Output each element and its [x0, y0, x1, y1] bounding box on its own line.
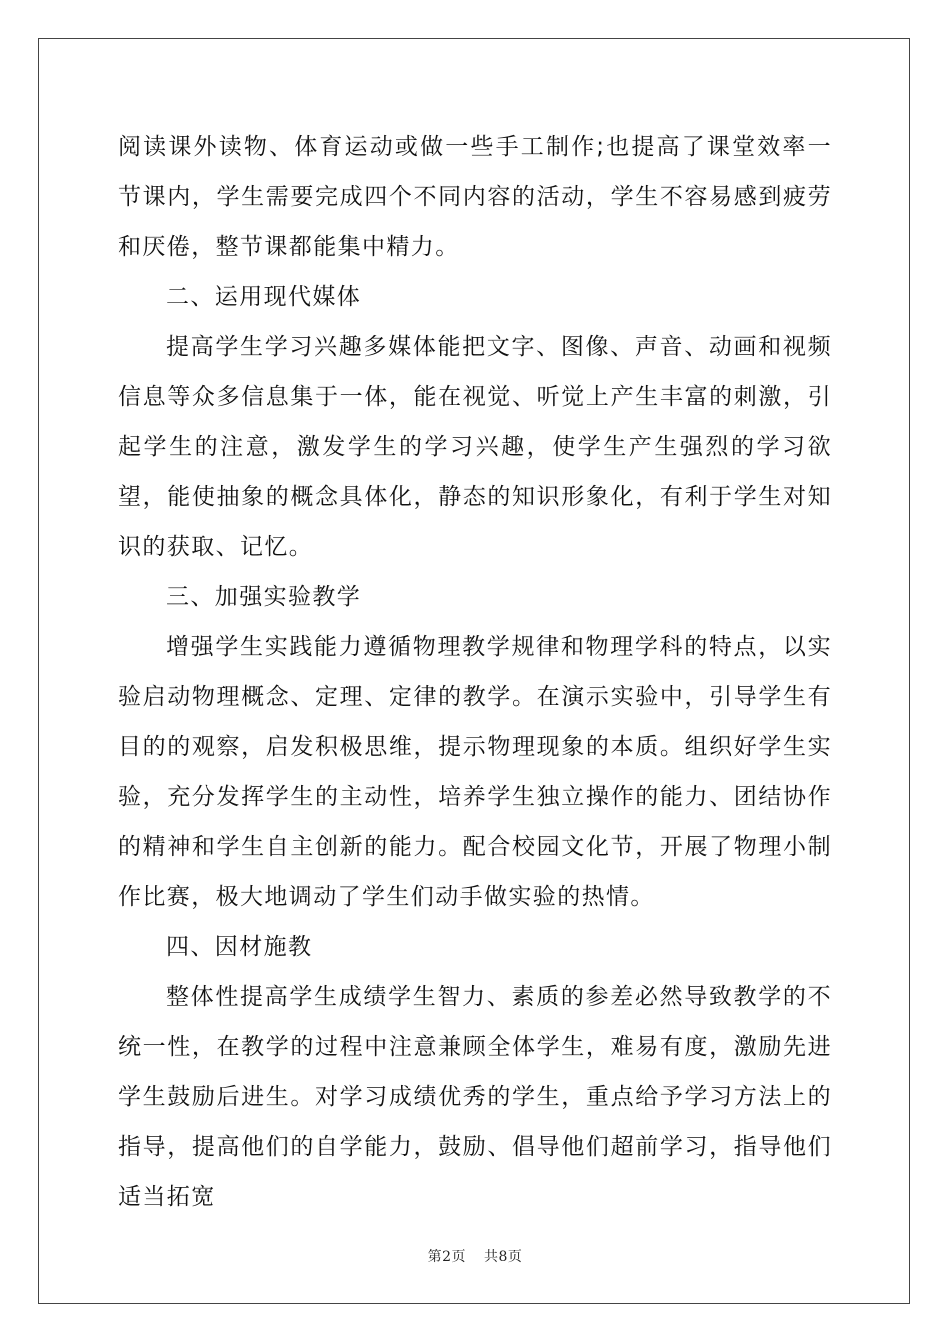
section-heading-2: 二、运用现代媒体 — [166, 284, 362, 310]
paragraph-experiments: 增强学生实践能力遵循物理教学规律和物理学科的特点，以实验启动物理概念、定理、定律的教学。在演示实验中，引导学生有目的的观察，启发积极思维，提示物理现象的本质。组织好学生实验，充分发挥学生的主动性，培养学生独立操作的能力、团结协作的精神和学生自主创新的能力。配合校园文化节，开展了物理小制作比赛，极大地调动了学生们动手做实验的热情。 — [118, 634, 832, 910]
section-heading-4: 四、因材施教 — [166, 934, 313, 960]
paragraph-individualized-teaching: 整体性提高学生成绩学生智力、素质的参差必然导致教学的不统一性，在教学的过程中注意兼顾全体学生，难易有度，激励先进学生鼓励后进生。对学习成绩优秀的学生，重点给予学习方法上的指导，提高他们的自学能力，鼓励、倡导他们超前学习，指导他们适当拓宽 — [118, 984, 832, 1210]
document-body — [118, 122, 832, 1222]
page-number: 第2页 — [427, 1249, 466, 1265]
page-total: 共8页 — [484, 1249, 523, 1265]
paragraph-continuation: 阅读课外读物、体育运动或做一些手工制作;也提高了课堂效率一节课内，学生需要完成四个不同内容的活动，学生不容易感到疲劳和厌倦，整节课都能集中精力。 — [118, 134, 832, 260]
section-heading-3: 三、加强实验教学 — [166, 584, 362, 610]
paragraph-multimedia: 提高学生学习兴趣多媒体能把文字、图像、声音、动画和视频信息等众多信息集于一体，能在视觉、听觉上产生丰富的刺激，引起学生的注意，激发学生的学习兴趣，使学生产生强烈的学习欲望，能使抽象的概念具体化，静态的知识形象化，有利于学生对知识的获取、记忆。 — [118, 334, 832, 560]
page-footer — [0, 1246, 950, 1266]
